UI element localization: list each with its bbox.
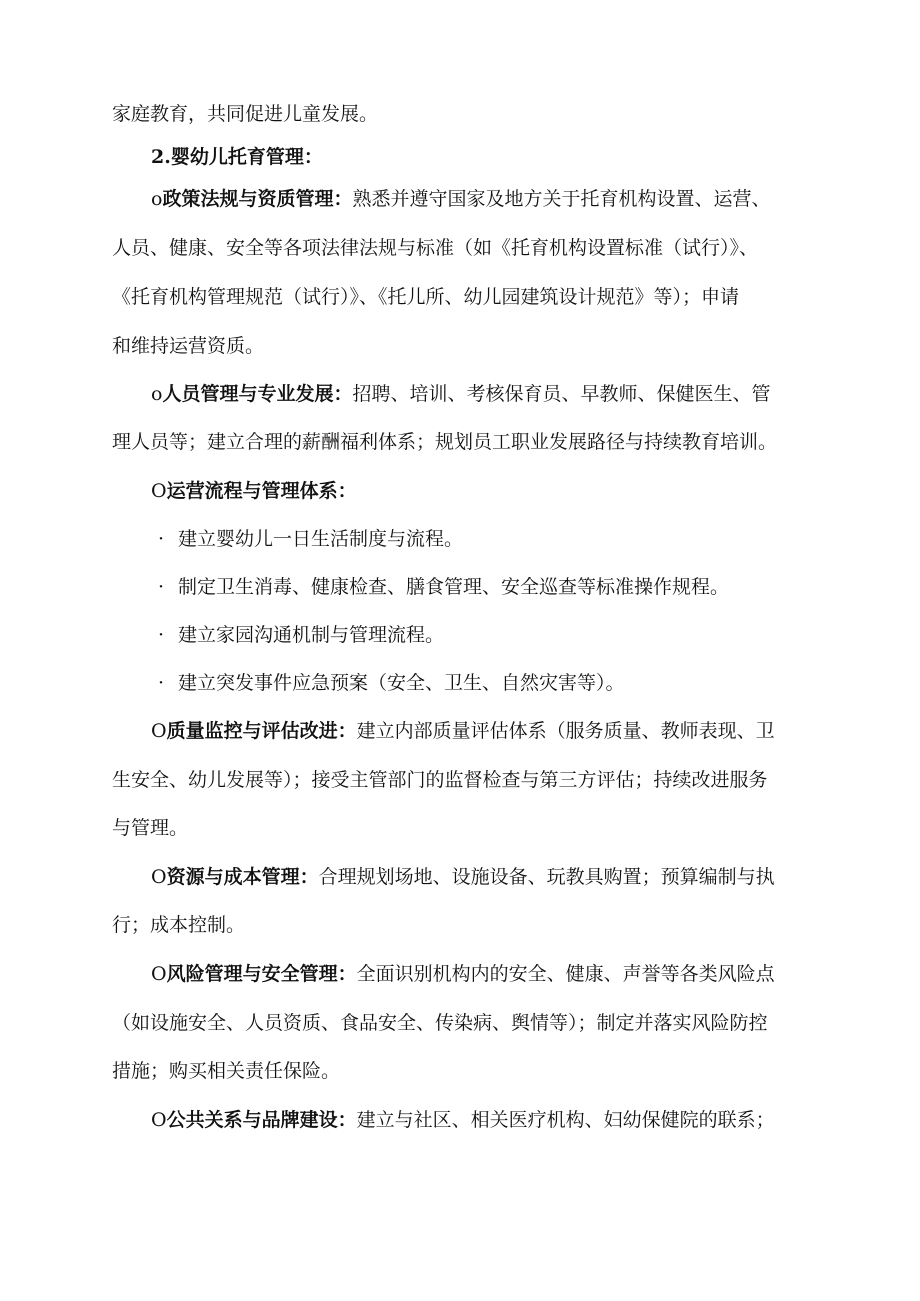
item-marker: O: [151, 480, 167, 502]
bullet-dot: ·: [158, 576, 165, 598]
paragraph-line: 合理规划场地、设施设备、玩教具购置；预算编制与执: [318, 866, 775, 888]
bullet-dot: ·: [158, 672, 165, 694]
item-title: 质量监控与评估改进：: [166, 720, 357, 742]
item-public-relations: [151, 1107, 775, 1133]
bullet-item: [158, 574, 729, 600]
paragraph-line: 与管理。: [112, 817, 189, 839]
item-title: 政策法规与资质管理：: [162, 188, 353, 210]
bullet-item: [158, 670, 625, 696]
paragraph-line: 家庭教育，共同促进儿童发展。: [112, 103, 379, 125]
paragraph-line: 理人员等；建立合理的薪酬福利体系；规划员工职业发展路径与持续教育培训。: [112, 431, 778, 453]
item-marker: O: [151, 866, 167, 888]
item-resources: [151, 864, 775, 890]
item-marker: o: [151, 383, 163, 405]
bullet-text: 建立婴幼儿一日生活制度与流程。: [178, 528, 464, 550]
item-marker: O: [151, 1109, 167, 1131]
paragraph-line: 人员、健康、安全等各项法律法规与标准（如《托育机构设置标准（试行）》、: [112, 237, 759, 259]
bullet-text: 建立突发事件应急预案（安全、卫生、自然灾害等）。: [178, 672, 625, 694]
bullet-dot: ·: [158, 624, 165, 646]
paragraph-line: 建立内部质量评估体系（服务质量、教师表现、卫: [356, 720, 775, 742]
item-title: 运营流程与管理体系：: [166, 480, 357, 502]
section-heading: 2.婴幼儿托育管理：: [151, 146, 323, 168]
paragraph-line: 全面识别机构内的安全、健康、声誉等各类风险点: [356, 963, 775, 985]
item-marker: o: [151, 188, 163, 210]
item-operations: [151, 478, 357, 504]
bullet-item: [158, 526, 463, 552]
item-marker: O: [151, 720, 167, 742]
bullet-item: [158, 622, 444, 648]
paragraph-line: 《托育机构管理规范（试行）》、《托儿所、幼儿园建筑设计规范》等）；申请: [112, 286, 740, 308]
bullet-text: 制定卫生消毒、健康检查、膳食管理、安全巡查等标准操作规程。: [178, 576, 730, 598]
paragraph-line: 措施；购买相关责任保险。: [112, 1060, 341, 1082]
paragraph-line: 行；成本控制。: [112, 914, 246, 936]
paragraph-line: 熟悉并遵守国家及地方关于托育机构设置、运营、: [352, 188, 771, 210]
paragraph-line: 生安全、幼儿发展等）；接受主管部门的监督检查与第三方评估；持续改进服务: [112, 769, 768, 791]
paragraph-line: （如设施安全、人员资质、食品安全、传染病、舆情等）；制定并落实风险防控: [112, 1012, 768, 1034]
item-policy: [151, 186, 770, 212]
bullet-dot: ·: [158, 528, 165, 550]
paragraph-line: 招聘、培训、考核保育员、早教师、保健医生、管: [352, 383, 771, 405]
paragraph-line: 和维持运营资质。: [112, 335, 265, 357]
item-personnel: [151, 381, 770, 407]
item-title: 人员管理与专业发展：: [162, 383, 353, 405]
item-title: 公共关系与品牌建设：: [166, 1109, 357, 1131]
item-quality: [151, 718, 775, 744]
item-title: 风险管理与安全管理：: [166, 963, 357, 985]
item-risk: [151, 961, 775, 987]
item-title: 资源与成本管理：: [166, 866, 319, 888]
paragraph-line: 建立与社区、相关医疗机构、妇幼保健院的联系；: [356, 1109, 775, 1131]
item-marker: O: [151, 963, 167, 985]
bullet-text: 建立家园沟通机制与管理流程。: [178, 624, 445, 646]
